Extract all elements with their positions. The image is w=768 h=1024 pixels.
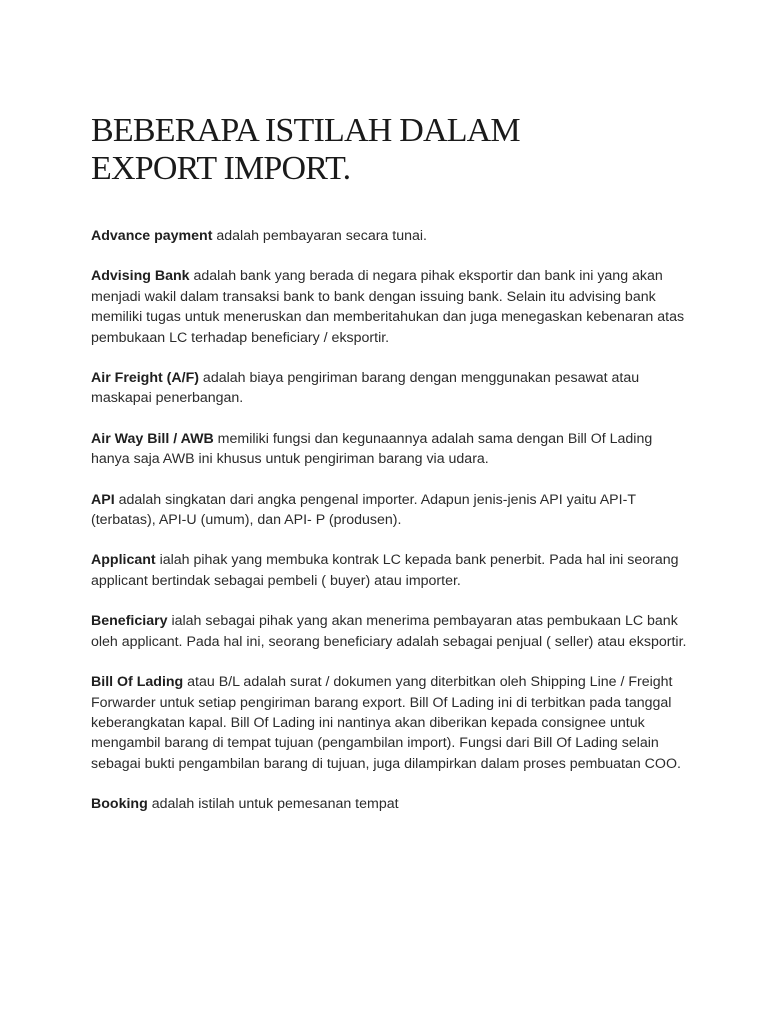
glossary-term: Bill Of Lading — [91, 674, 184, 691]
glossary-term: Air Freight (A/F) — [91, 370, 199, 387]
glossary-entry-applicant — [91, 550, 688, 591]
glossary-definition: atau B/L adalah surat / dokumen yang diterbitkan oleh Shipping Line / Freight Forwarder untuk setiap pengiriman barang export. Bill Of Lading ini di terbitkan pada tanggal keberangkatan kapal. Bill Of Lading ini nantinya akan diberikan kepada consignee untuk mengambil barang di tempat tujuan (pengambilan import). Fungsi dari Bill Of Lading selain sebagai bukti pengambilan barang di tujuan, juga dilampirkan dalam proses pembuatan COO. — [91, 674, 681, 772]
glossary-entry-bill-of-lading — [91, 672, 688, 774]
glossary-term: Advance payment — [91, 228, 213, 244]
glossary-entry-beneficiary — [91, 611, 688, 652]
glossary-definition: adalah biaya pengiriman barang dengan menggunakan pesawat atau maskapai penerbangan. — [91, 370, 640, 407]
glossary-entry-booking — [91, 794, 688, 814]
glossary-term: Beneficiary — [91, 613, 168, 630]
glossary-term: Air Way Bill / AWB — [91, 430, 214, 447]
glossary-term: Booking — [91, 796, 148, 813]
glossary-entry-advising-bank — [91, 266, 688, 348]
document-title: BEBERAPA ISTILAH DALAM EXPORT IMPORT. — [91, 112, 520, 187]
glossary-entry-air-freight — [91, 368, 688, 409]
glossary-entry-api — [91, 490, 688, 531]
glossary-definition: ialah pihak yang membuka kontrak LC kepada bank penerbit. Pada hal ini seorang applicant bertindak sebagai pembeli ( buyer) atau importer. — [91, 552, 679, 589]
glossary-term: API — [91, 491, 115, 508]
glossary-term: Advising Bank — [91, 268, 190, 285]
glossary-definition: adalah istilah untuk pemesanan tempat — [147, 796, 399, 813]
glossary-definition: adalah bank yang berada di negara pihak eksportir dan bank ini yang akan menjadi wakil dalam transaksi bank to bank dengan issuing bank. Selain itu advising bank memiliki tugas untuk meneruskan dan memberitahukan dan juga menegaskan kebenaran atas pembukaan LC terhadap beneficiary / eksportir. — [91, 268, 685, 346]
glossary-definition: adalah pembayaran secara tunai. — [212, 228, 427, 244]
glossary-entry-advance-payment — [91, 226, 688, 246]
glossary-definition: memiliki fungsi dan kegunaannya adalah sama dengan Bill Of Lading hanya saja AWB ini khusus untuk pengiriman barang via udara. — [91, 430, 653, 468]
glossary-definition: adalah singkatan dari angka pengenal importer. Adapun jenis-jenis API yaitu API-T (terbatas), API-U (umum), dan API- P (produsen). — [91, 491, 636, 529]
glossary-term: Applicant — [91, 552, 156, 569]
glossary-entry-air-way-bill — [91, 429, 688, 470]
glossary-definition: ialah sebagai pihak yang akan menerima pembayaran atas pembukaan LC bank oleh applicant. Pada hal ini, seorang beneficiary adalah sebagai penjual ( seller) atau eksportir. — [91, 613, 687, 650]
